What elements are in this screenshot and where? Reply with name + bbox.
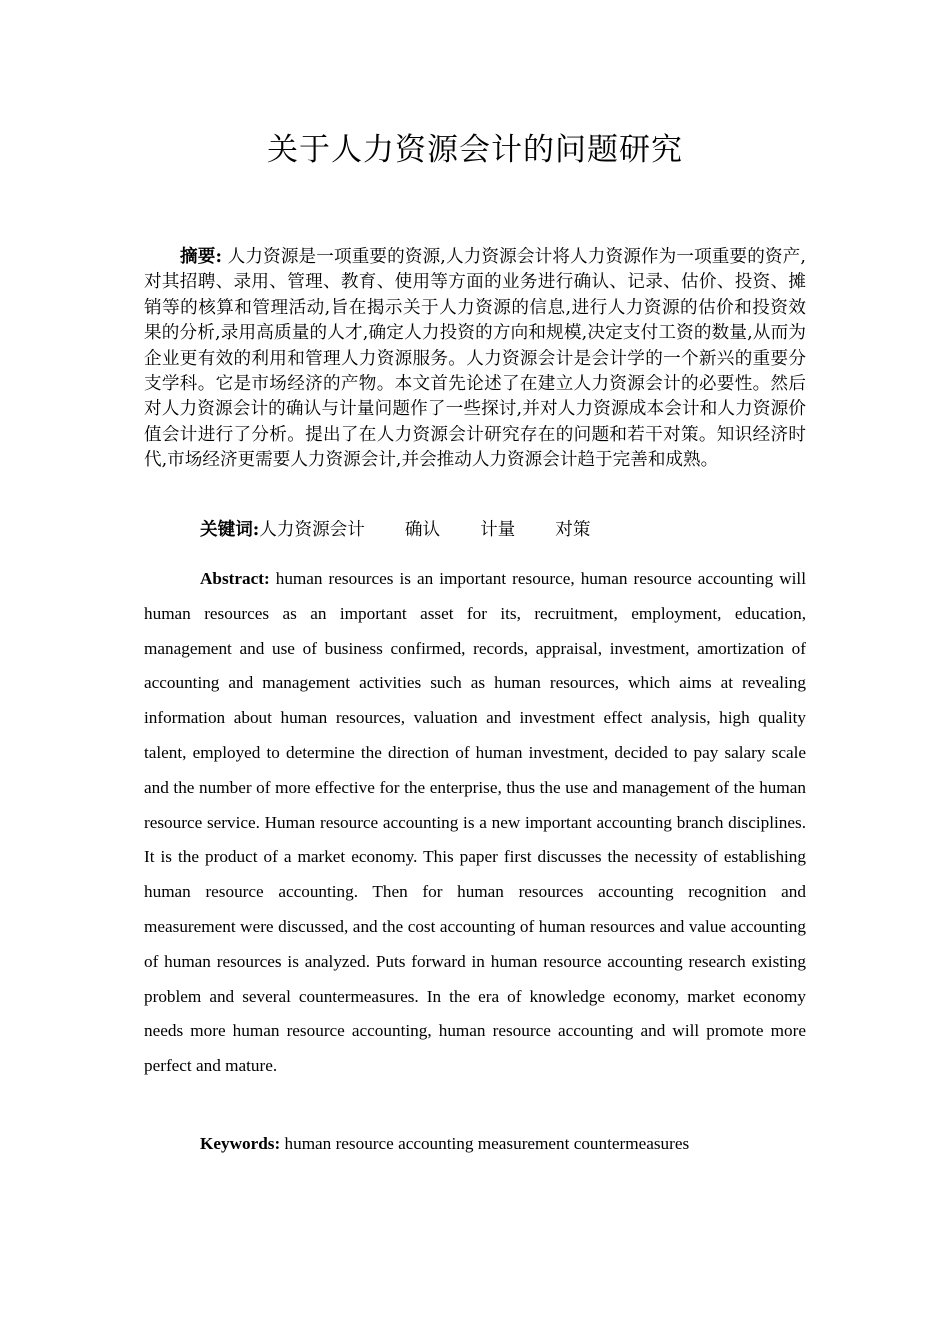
english-abstract-text: human resources is an important resource, human resource accounting will human resources as an important asset for its, recruitment, employment, education, management and use of business confirmed, records, appraisal, investment, amortization of accounting and management activities such as human resources, which aims at revealing information about human resources, valuation and investment effect analysis, high quality talent, employed to determine the direction of human investment, decided to pay salary scale and the number of more effective for the enterprise, thus the use and management of the human resource service. Human resource accounting is a new important accounting branch disciplines. It is the product of a market economy. This paper first discusses the necessity of establishing human resource accounting. Then for human resources accounting recognition and measurement were discussed, and the cost accounting of human resources and value accounting of human resources is analyzed. Puts forward in human resource accounting research existing problem and several countermeasures. In the era of knowledge economy, market economy needs more human resource accounting, human resource accounting and will promote more perfect and mature.: [144, 569, 806, 1076]
english-keywords: [200, 1129, 806, 1159]
chinese-keyword-item: 人力资源会计: [259, 520, 365, 540]
chinese-keyword-item: 对策: [555, 520, 591, 540]
chinese-abstract: [144, 244, 806, 474]
chinese-abstract-text: 人力资源是一项重要的资源,人力资源会计将人力资源作为一项重要的资产,对其招聘、录用、管理、教育、使用等方面的业务进行确认、记录、估价、投资、摊销等的核算和管理活动,旨在揭示关于人力资源的信息,进行人力资源的估价和投资效果的分析,录用高质量的人才,确定人力投资的方向和规模,决定支付工资的数量,从而为企业更有效的利用和管理人力资源服务。人力资源会计是会计学的一个新兴的重要分支学科。它是市场经济的产物。本文首先论述了在建立人力资源会计的必要性。然后对人力资源会计的确认与计量问题作了一些探讨,并对人力资源成本会计和人力资源价值会计进行了分析。提出了在人力资源会计研究存在的问题和若干对策。知识经济时代,市场经济更需要人力资源会计,并会推动人力资源会计趋于完善和成熟。: [144, 247, 806, 471]
chinese-keywords: [200, 517, 800, 543]
chinese-keyword-item: 计量: [480, 520, 516, 540]
chinese-keyword-item: 确认: [404, 520, 441, 540]
english-keywords-text: human resource accounting measurement countermeasures: [284, 1134, 690, 1153]
chinese-keywords-label: 关键词:: [200, 519, 260, 540]
page-title: 关于人力资源会计的问题研究: [267, 132, 683, 168]
chinese-abstract-label: 摘要:: [180, 246, 222, 267]
english-abstract: [144, 562, 806, 1084]
english-abstract-label: Abstract:: [200, 569, 270, 588]
english-keywords-label: Keywords:: [200, 1134, 281, 1153]
